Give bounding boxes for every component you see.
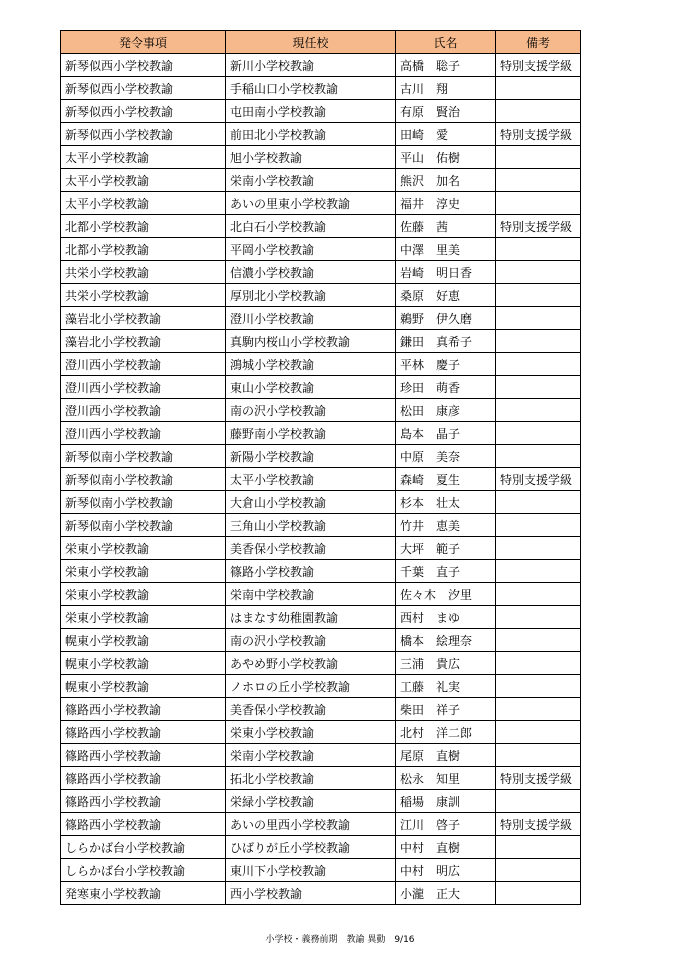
- table-row: [61, 767, 581, 790]
- table-row: [61, 537, 581, 560]
- appointment-cell: 篠路西小学校教諭: [61, 813, 226, 836]
- name-cell: 平林 慶子: [396, 353, 496, 376]
- table-row: [61, 399, 581, 422]
- remarks-cell: [496, 882, 581, 905]
- current-school-cell: 旭小学校教諭: [226, 146, 396, 169]
- appointment-cell: 新琴似南小学校教諭: [61, 491, 226, 514]
- table-row: [61, 882, 581, 905]
- table-row: [61, 100, 581, 123]
- appointment-cell: 篠路西小学校教諭: [61, 790, 226, 813]
- table-row: [61, 560, 581, 583]
- name-cell: 大坪 範子: [396, 537, 496, 560]
- name-cell: 柴田 祥子: [396, 698, 496, 721]
- current-school-cell: 北白石小学校教諭: [226, 215, 396, 238]
- appointment-cell: 新琴似南小学校教諭: [61, 468, 226, 491]
- current-school-cell: 信濃小学校教諭: [226, 261, 396, 284]
- table-row: [61, 675, 581, 698]
- table-row: [61, 77, 581, 100]
- table-row: [61, 353, 581, 376]
- name-cell: 島本 晶子: [396, 422, 496, 445]
- remarks-cell: [496, 376, 581, 399]
- current-school-cell: 栄東小学校教諭: [226, 721, 396, 744]
- table-row: [61, 376, 581, 399]
- current-school-cell: 美香保小学校教諭: [226, 537, 396, 560]
- appointment-cell: 篠路西小学校教諭: [61, 744, 226, 767]
- name-cell: 中村 明広: [396, 859, 496, 882]
- remarks-cell: [496, 836, 581, 859]
- remarks-cell: [496, 330, 581, 353]
- appointment-cell: 共栄小学校教諭: [61, 261, 226, 284]
- remarks-cell: [496, 514, 581, 537]
- name-cell: 高橋 聡子: [396, 54, 496, 77]
- remarks-cell: [496, 652, 581, 675]
- appointment-cell: 澄川西小学校教諭: [61, 376, 226, 399]
- name-cell: 松永 知里: [396, 767, 496, 790]
- current-school-cell: 三角山小学校教諭: [226, 514, 396, 537]
- appointment-cell: 太平小学校教諭: [61, 146, 226, 169]
- name-cell: 橋本 絵理奈: [396, 629, 496, 652]
- remarks-cell: [496, 77, 581, 100]
- remarks-cell: 特別支援学級: [496, 767, 581, 790]
- current-school-cell: 手稲山口小学校教諭: [226, 77, 396, 100]
- name-cell: 竹井 恵美: [396, 514, 496, 537]
- table-row: [61, 261, 581, 284]
- name-cell: 平山 佑樹: [396, 146, 496, 169]
- current-school-cell: 拓北小学校教諭: [226, 767, 396, 790]
- remarks-cell: [496, 261, 581, 284]
- name-cell: 珍田 萌香: [396, 376, 496, 399]
- name-cell: 桑原 好恵: [396, 284, 496, 307]
- current-school-cell: 新陽小学校教諭: [226, 445, 396, 468]
- current-school-cell: あやめ野小学校教諭: [226, 652, 396, 675]
- current-school-cell: 太平小学校教諭: [226, 468, 396, 491]
- name-cell: 田崎 愛: [396, 123, 496, 146]
- remarks-cell: [496, 859, 581, 882]
- current-school-cell: あいの里西小学校教諭: [226, 813, 396, 836]
- current-school-cell: 南の沢小学校教諭: [226, 629, 396, 652]
- name-cell: 中村 直樹: [396, 836, 496, 859]
- appointment-cell: 新琴似西小学校教諭: [61, 77, 226, 100]
- name-cell: 中原 美奈: [396, 445, 496, 468]
- appointment-cell: 栄東小学校教諭: [61, 560, 226, 583]
- table-row: [61, 54, 581, 77]
- name-cell: 鎌田 真希子: [396, 330, 496, 353]
- table-row: [61, 169, 581, 192]
- current-school-cell: 鴻城小学校教諭: [226, 353, 396, 376]
- appointment-cell: 栄東小学校教諭: [61, 606, 226, 629]
- appointment-cell: 栄東小学校教諭: [61, 537, 226, 560]
- appointment-cell: 藻岩北小学校教諭: [61, 330, 226, 353]
- remarks-cell: [496, 629, 581, 652]
- name-cell: 中澤 里美: [396, 238, 496, 261]
- appointment-cell: 新琴似南小学校教諭: [61, 514, 226, 537]
- current-school-cell: 真駒内桜山小学校教諭: [226, 330, 396, 353]
- current-school-cell: 前田北小学校教諭: [226, 123, 396, 146]
- header-remarks: 備考: [496, 31, 581, 54]
- name-cell: 尾原 直樹: [396, 744, 496, 767]
- table-row: [61, 422, 581, 445]
- table-row: [61, 514, 581, 537]
- table-body: [61, 54, 581, 905]
- name-cell: 鵜野 伊久磨: [396, 307, 496, 330]
- remarks-cell: [496, 307, 581, 330]
- appointment-cell: 篠路西小学校教諭: [61, 767, 226, 790]
- remarks-cell: [496, 790, 581, 813]
- remarks-cell: [496, 744, 581, 767]
- remarks-cell: [496, 560, 581, 583]
- current-school-cell: ノホロの丘小学校教諭: [226, 675, 396, 698]
- remarks-cell: [496, 238, 581, 261]
- name-cell: 古川 翔: [396, 77, 496, 100]
- current-school-cell: 新川小学校教諭: [226, 54, 396, 77]
- current-school-cell: 栄南小学校教諭: [226, 169, 396, 192]
- table-row: [61, 192, 581, 215]
- appointment-cell: 篠路西小学校教諭: [61, 698, 226, 721]
- appointment-cell: 篠路西小学校教諭: [61, 721, 226, 744]
- personnel-table: [60, 30, 581, 905]
- name-cell: 小瀧 正大: [396, 882, 496, 905]
- table-row: [61, 790, 581, 813]
- appointment-cell: 北都小学校教諭: [61, 215, 226, 238]
- current-school-cell: 藤野南小学校教諭: [226, 422, 396, 445]
- name-cell: 北村 洋二郎: [396, 721, 496, 744]
- page-footer: 小学校・義務前期 教諭 異動 9/16: [265, 935, 415, 945]
- current-school-cell: 東山小学校教諭: [226, 376, 396, 399]
- current-school-cell: 平岡小学校教諭: [226, 238, 396, 261]
- current-school-cell: 大倉山小学校教諭: [226, 491, 396, 514]
- appointment-cell: 北都小学校教諭: [61, 238, 226, 261]
- current-school-cell: 東川下小学校教諭: [226, 859, 396, 882]
- current-school-cell: ひばりが丘小学校教諭: [226, 836, 396, 859]
- current-school-cell: 屯田南小学校教諭: [226, 100, 396, 123]
- table-header-row: [61, 31, 581, 54]
- remarks-cell: 特別支援学級: [496, 813, 581, 836]
- current-school-cell: 栄南小学校教諭: [226, 744, 396, 767]
- remarks-cell: [496, 721, 581, 744]
- table-row: [61, 146, 581, 169]
- appointment-cell: 藻岩北小学校教諭: [61, 307, 226, 330]
- appointment-cell: 幌東小学校教諭: [61, 652, 226, 675]
- table-row: [61, 330, 581, 353]
- table-row: [61, 491, 581, 514]
- name-cell: 有原 賢治: [396, 100, 496, 123]
- name-cell: 岩崎 明日香: [396, 261, 496, 284]
- name-cell: 佐藤 茜: [396, 215, 496, 238]
- table-row: [61, 606, 581, 629]
- remarks-cell: [496, 353, 581, 376]
- appointment-cell: 栄東小学校教諭: [61, 583, 226, 606]
- current-school-cell: 澄川小学校教諭: [226, 307, 396, 330]
- remarks-cell: [496, 606, 581, 629]
- current-school-cell: 美香保小学校教諭: [226, 698, 396, 721]
- table-row: [61, 123, 581, 146]
- current-school-cell: 栄緑小学校教諭: [226, 790, 396, 813]
- appointment-cell: 澄川西小学校教諭: [61, 422, 226, 445]
- remarks-cell: [496, 537, 581, 560]
- remarks-cell: [496, 100, 581, 123]
- header-appointment: 発令事項: [61, 31, 226, 54]
- current-school-cell: 南の沢小学校教諭: [226, 399, 396, 422]
- appointment-cell: しらかば台小学校教諭: [61, 859, 226, 882]
- remarks-cell: [496, 284, 581, 307]
- appointment-cell: 発寒東小学校教諭: [61, 882, 226, 905]
- remarks-cell: [496, 698, 581, 721]
- remarks-cell: [496, 445, 581, 468]
- table-row: [61, 836, 581, 859]
- current-school-cell: 厚別北小学校教諭: [226, 284, 396, 307]
- appointment-cell: 新琴似西小学校教諭: [61, 54, 226, 77]
- remarks-cell: [496, 169, 581, 192]
- appointment-cell: 太平小学校教諭: [61, 169, 226, 192]
- appointment-cell: 澄川西小学校教諭: [61, 399, 226, 422]
- name-cell: 杉本 壮太: [396, 491, 496, 514]
- remarks-cell: [496, 146, 581, 169]
- name-cell: 佐々木 汐里: [396, 583, 496, 606]
- remarks-cell: 特別支援学級: [496, 123, 581, 146]
- table-row: [61, 468, 581, 491]
- appointment-cell: 太平小学校教諭: [61, 192, 226, 215]
- appointment-cell: 共栄小学校教諭: [61, 284, 226, 307]
- appointment-cell: 新琴似西小学校教諭: [61, 123, 226, 146]
- name-cell: 松田 康彦: [396, 399, 496, 422]
- current-school-cell: あいの里東小学校教諭: [226, 192, 396, 215]
- current-school-cell: はまなす幼稚園教諭: [226, 606, 396, 629]
- appointment-cell: 幌東小学校教諭: [61, 629, 226, 652]
- table-row: [61, 813, 581, 836]
- table-row: [61, 859, 581, 882]
- remarks-cell: [496, 399, 581, 422]
- header-current-school: 現任校: [226, 31, 396, 54]
- remarks-cell: [496, 583, 581, 606]
- name-cell: 熊沢 加名: [396, 169, 496, 192]
- current-school-cell: 西小学校教諭: [226, 882, 396, 905]
- remarks-cell: 特別支援学級: [496, 468, 581, 491]
- remarks-cell: 特別支援学級: [496, 215, 581, 238]
- table-row: [61, 744, 581, 767]
- remarks-cell: [496, 491, 581, 514]
- table-row: [61, 721, 581, 744]
- remarks-cell: [496, 192, 581, 215]
- remarks-cell: [496, 422, 581, 445]
- table-row: [61, 284, 581, 307]
- remarks-cell: 特別支援学級: [496, 54, 581, 77]
- header-name: 氏名: [396, 31, 496, 54]
- name-cell: 千葉 直子: [396, 560, 496, 583]
- table-row: [61, 445, 581, 468]
- table-row: [61, 698, 581, 721]
- table-row: [61, 215, 581, 238]
- appointment-cell: 幌東小学校教諭: [61, 675, 226, 698]
- name-cell: 工藤 礼実: [396, 675, 496, 698]
- table-row: [61, 583, 581, 606]
- appointment-cell: 澄川西小学校教諭: [61, 353, 226, 376]
- table-row: [61, 629, 581, 652]
- remarks-cell: [496, 675, 581, 698]
- name-cell: 三浦 貴広: [396, 652, 496, 675]
- table-row: [61, 652, 581, 675]
- name-cell: 森崎 夏生: [396, 468, 496, 491]
- name-cell: 稲場 康訓: [396, 790, 496, 813]
- appointment-cell: しらかば台小学校教諭: [61, 836, 226, 859]
- current-school-cell: 篠路小学校教諭: [226, 560, 396, 583]
- name-cell: 西村 まゆ: [396, 606, 496, 629]
- current-school-cell: 栄南中学校教諭: [226, 583, 396, 606]
- appointment-cell: 新琴似西小学校教諭: [61, 100, 226, 123]
- table-row: [61, 238, 581, 261]
- appointment-cell: 新琴似南小学校教諭: [61, 445, 226, 468]
- name-cell: 江川 啓子: [396, 813, 496, 836]
- name-cell: 福井 淳史: [396, 192, 496, 215]
- table-row: [61, 307, 581, 330]
